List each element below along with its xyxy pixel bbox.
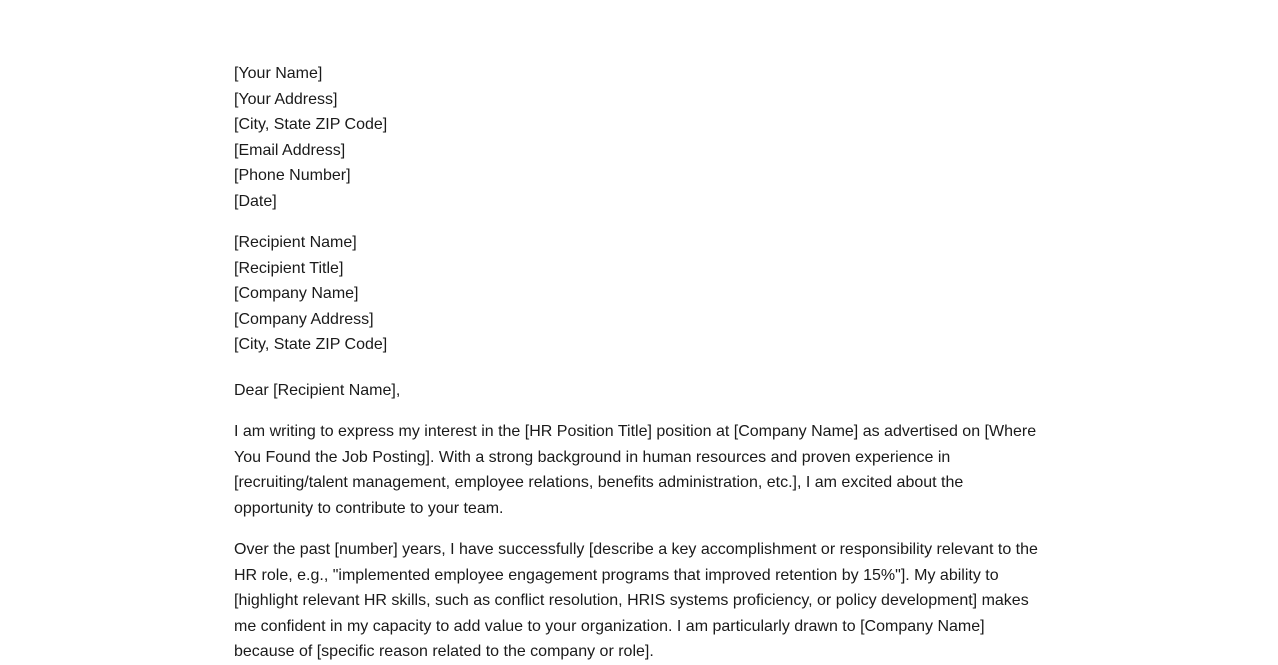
- sender-address: [Your Address]: [234, 90, 338, 108]
- recipient-company: [Company Name]: [234, 285, 359, 302]
- salutation: Dear [Recipient Name],: [234, 381, 401, 399]
- body-paragraph-1: I am writing to express my interest in the [HR Position Title] position at [Company Name] as advertised on [Where You Found the Job Posting]. With a strong background in human resources and proven experience in [recruiting/talent management, employee relations, benefits administration, etc.], I am excited about the opportunity to contribute to your team.: [234, 423, 1037, 517]
- sender-block: [234, 61, 1046, 214]
- recipient-title: [Recipient Title]: [234, 259, 344, 277]
- sender-phone: [Phone Number]: [234, 167, 351, 184]
- letter-date: [Date]: [234, 192, 277, 210]
- recipient-block: [234, 230, 1046, 358]
- sender-name: [Your Name]: [234, 65, 323, 82]
- recipient-city: [City, State ZIP Code]: [234, 336, 388, 353]
- sender-city: [City, State ZIP Code]: [234, 116, 388, 133]
- recipient-name: [Recipient Name]: [234, 234, 357, 251]
- cover-letter-document: [234, 61, 1046, 665]
- body-paragraph-2: Over the past [number] years, I have successfully [describe a key accomplishment or responsibility relevant to the HR role, e.g., "implemented employee engagement programs that improved retention by 15%"]. My ability to [highlight relevant HR skills, such as conflict resolution, HRIS systems proficiency, or policy development] makes me confident in my capacity to add value to your organization. I am particularly drawn to [Company Name] because of [specific reason related to the company or role].: [234, 541, 1038, 660]
- recipient-address: [Company Address]: [234, 310, 374, 328]
- sender-email: [Email Address]: [234, 141, 346, 159]
